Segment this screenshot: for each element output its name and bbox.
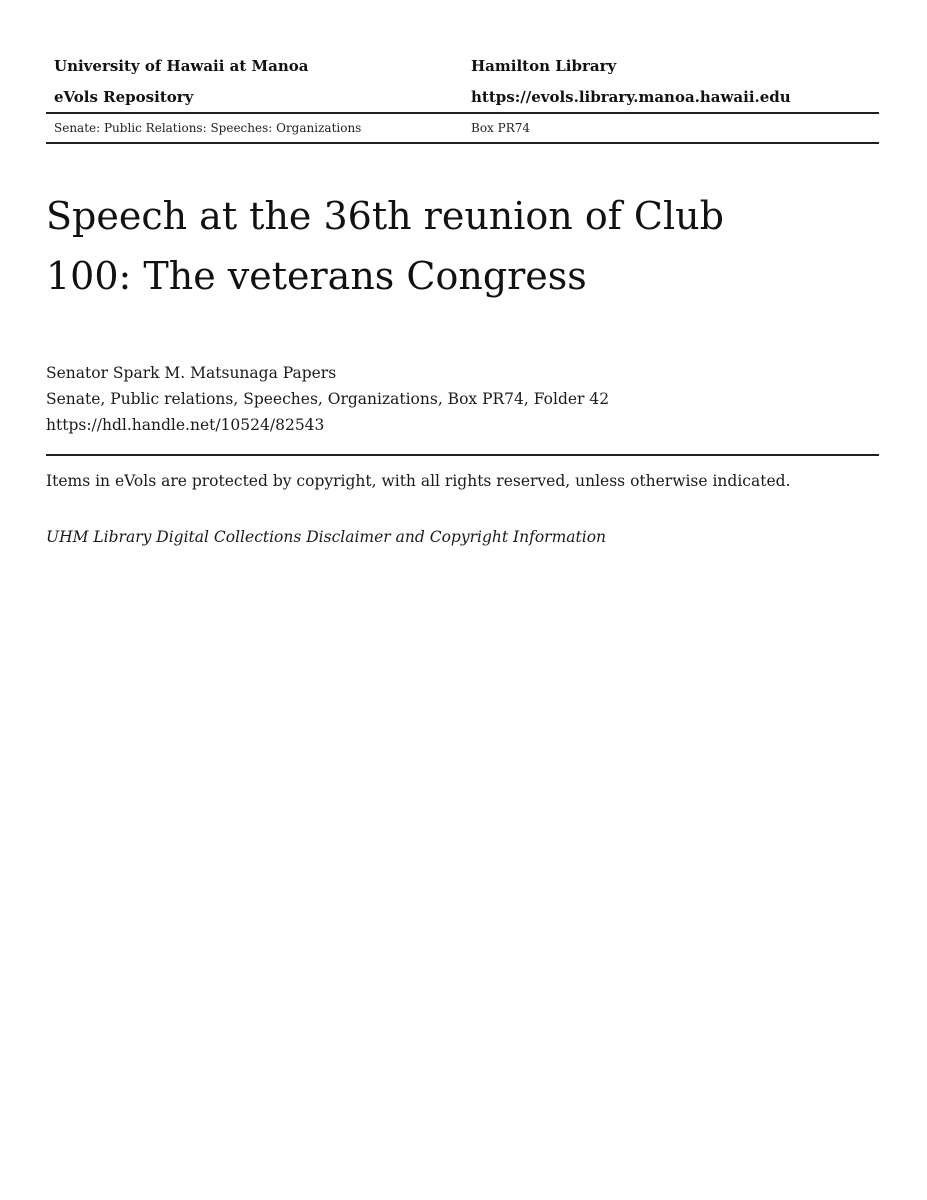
header-divider-bottom [46,142,879,144]
document-title [46,186,826,306]
institution-name: University of Hawaii at Manoa [54,56,309,75]
collection-name: Senator Spark M. Matsunaga Papers [46,364,337,382]
header [46,50,879,144]
title-line-1: Speech at the 36th reunion of Club [46,194,724,238]
collection-path: Senate: Public Relations: Speeches: Organizations [54,121,362,135]
library-name: Hamilton Library [471,56,617,75]
title-line-2: 100: The veterans Congress [46,254,587,298]
handle-link[interactable]: https://hdl.handle.net/10524/82543 [46,416,325,434]
header-row-1 [46,50,879,81]
disclaimer-link[interactable]: UHM Library Digital Collections Disclaimer and Copyright Information [46,528,607,546]
header-row-2 [46,81,879,112]
metadata-divider [46,454,879,456]
folder-location: Senate, Public relations, Speeches, Organizations, Box PR74, Folder 42 [46,390,610,408]
repository-name: eVols Repository [54,87,194,106]
document-metadata [46,360,879,438]
box-label: Box PR74 [471,121,531,135]
header-row-3 [46,114,879,142]
copyright-notice: Items in eVols are protected by copyright, with all rights reserved, unless otherwise indicated. [46,472,791,490]
repository-url[interactable]: https://evols.library.manoa.hawaii.edu [471,87,791,106]
